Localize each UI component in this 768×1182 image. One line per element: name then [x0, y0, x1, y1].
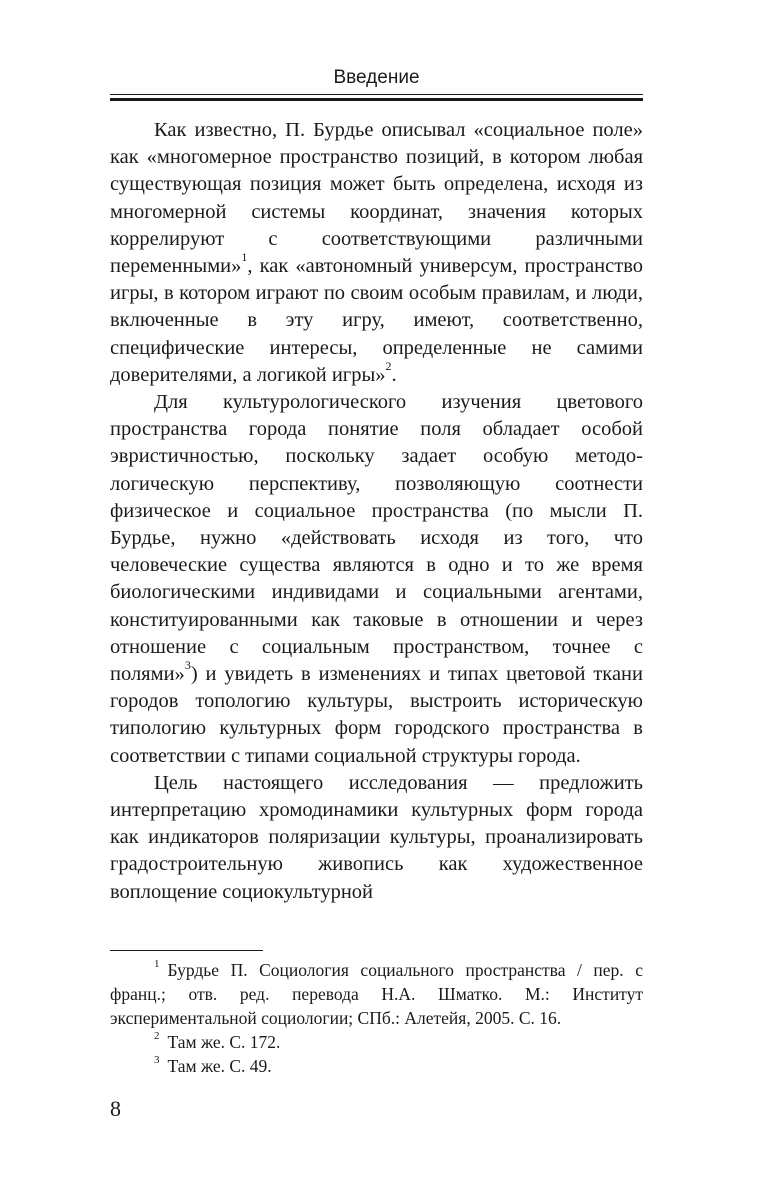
footnote-mark: 3	[154, 1054, 160, 1066]
footnote-text: Там же. С. 172.	[167, 1032, 281, 1052]
footnote-ref-2[interactable]: 2	[385, 358, 392, 373]
paragraph-text: .	[391, 363, 397, 386]
header-rule-thick	[110, 98, 643, 101]
paragraph-text: Цель настоящего исследования — предложить интерпретацию хромодинамики культурных форм города как индикаторов поляризации культуры, проанализировать градостроительную живопись как художественное воплощение социокультурной	[110, 771, 643, 903]
paragraph-text: Для культурологического изучения цветового пространства города понятие поля обладает особой эвристичностью, поскольку задает особую методологическую перспективу, позволяющую соотнести физическое и социальное пространства (по мысли П. Бурдье, нужно «действовать исходя из того, что человеческие существа являются в одно и то же время биологическими индивидами и социальными агентами, конституированными как таковые в отношении и через отношение с социальным пространством, точнее с полями»	[110, 391, 643, 686]
footnote-2	[110, 1030, 643, 1054]
footnote-ref-1[interactable]: 1	[241, 250, 248, 265]
paragraph-1	[110, 117, 643, 389]
paragraph-text: Как известно, П. Бурдье описывал «социальное поле» как «многомерное пространство позиций, в котором любая существующая позиция может быть определена, исходя из многомерной системы координат, значения которых коррелируют с соответствующими различными переменными»	[110, 119, 643, 278]
footnote-text: Там же. С. 49.	[167, 1056, 272, 1076]
paragraph-3	[110, 770, 643, 906]
footnote-ref-3[interactable]: 3	[184, 658, 191, 673]
paragraph-2	[110, 389, 643, 770]
page-number: 8	[110, 1096, 121, 1121]
body-text	[110, 117, 643, 906]
header-rule-thin	[110, 94, 643, 95]
footnotes	[110, 958, 643, 1078]
footnote-3	[110, 1054, 643, 1078]
footnote-mark: 2	[154, 1030, 160, 1042]
footnote-mark: 1	[154, 958, 160, 970]
footnote-separator	[110, 950, 263, 951]
footnote-1	[110, 958, 643, 1030]
running-header: Введение	[333, 67, 420, 88]
footnote-text: Бурдье П. Социология социального пространства / пер. с франц.; отв. ред. перевода Н.А. Шматко. М.: Институт экспериментальной социологии; СПб.: Алетейя, 2005. С. 16.	[110, 960, 643, 1028]
paragraph-text: ) и увидеть в изменениях и типах цветовой ткани городов топологию культуры, выстроить историческую типологию культурных форм городского пространства в соответствии с типами социальной структуры города.	[110, 663, 643, 767]
paragraph-text: , как «автономный универсум, пространство игры, в котором играют по своим особым правилам, и люди, включенные в эту игру, имеют, соответственно, специфические интересы, определенные не самими доверителями, а логикой игры»	[110, 255, 643, 386]
